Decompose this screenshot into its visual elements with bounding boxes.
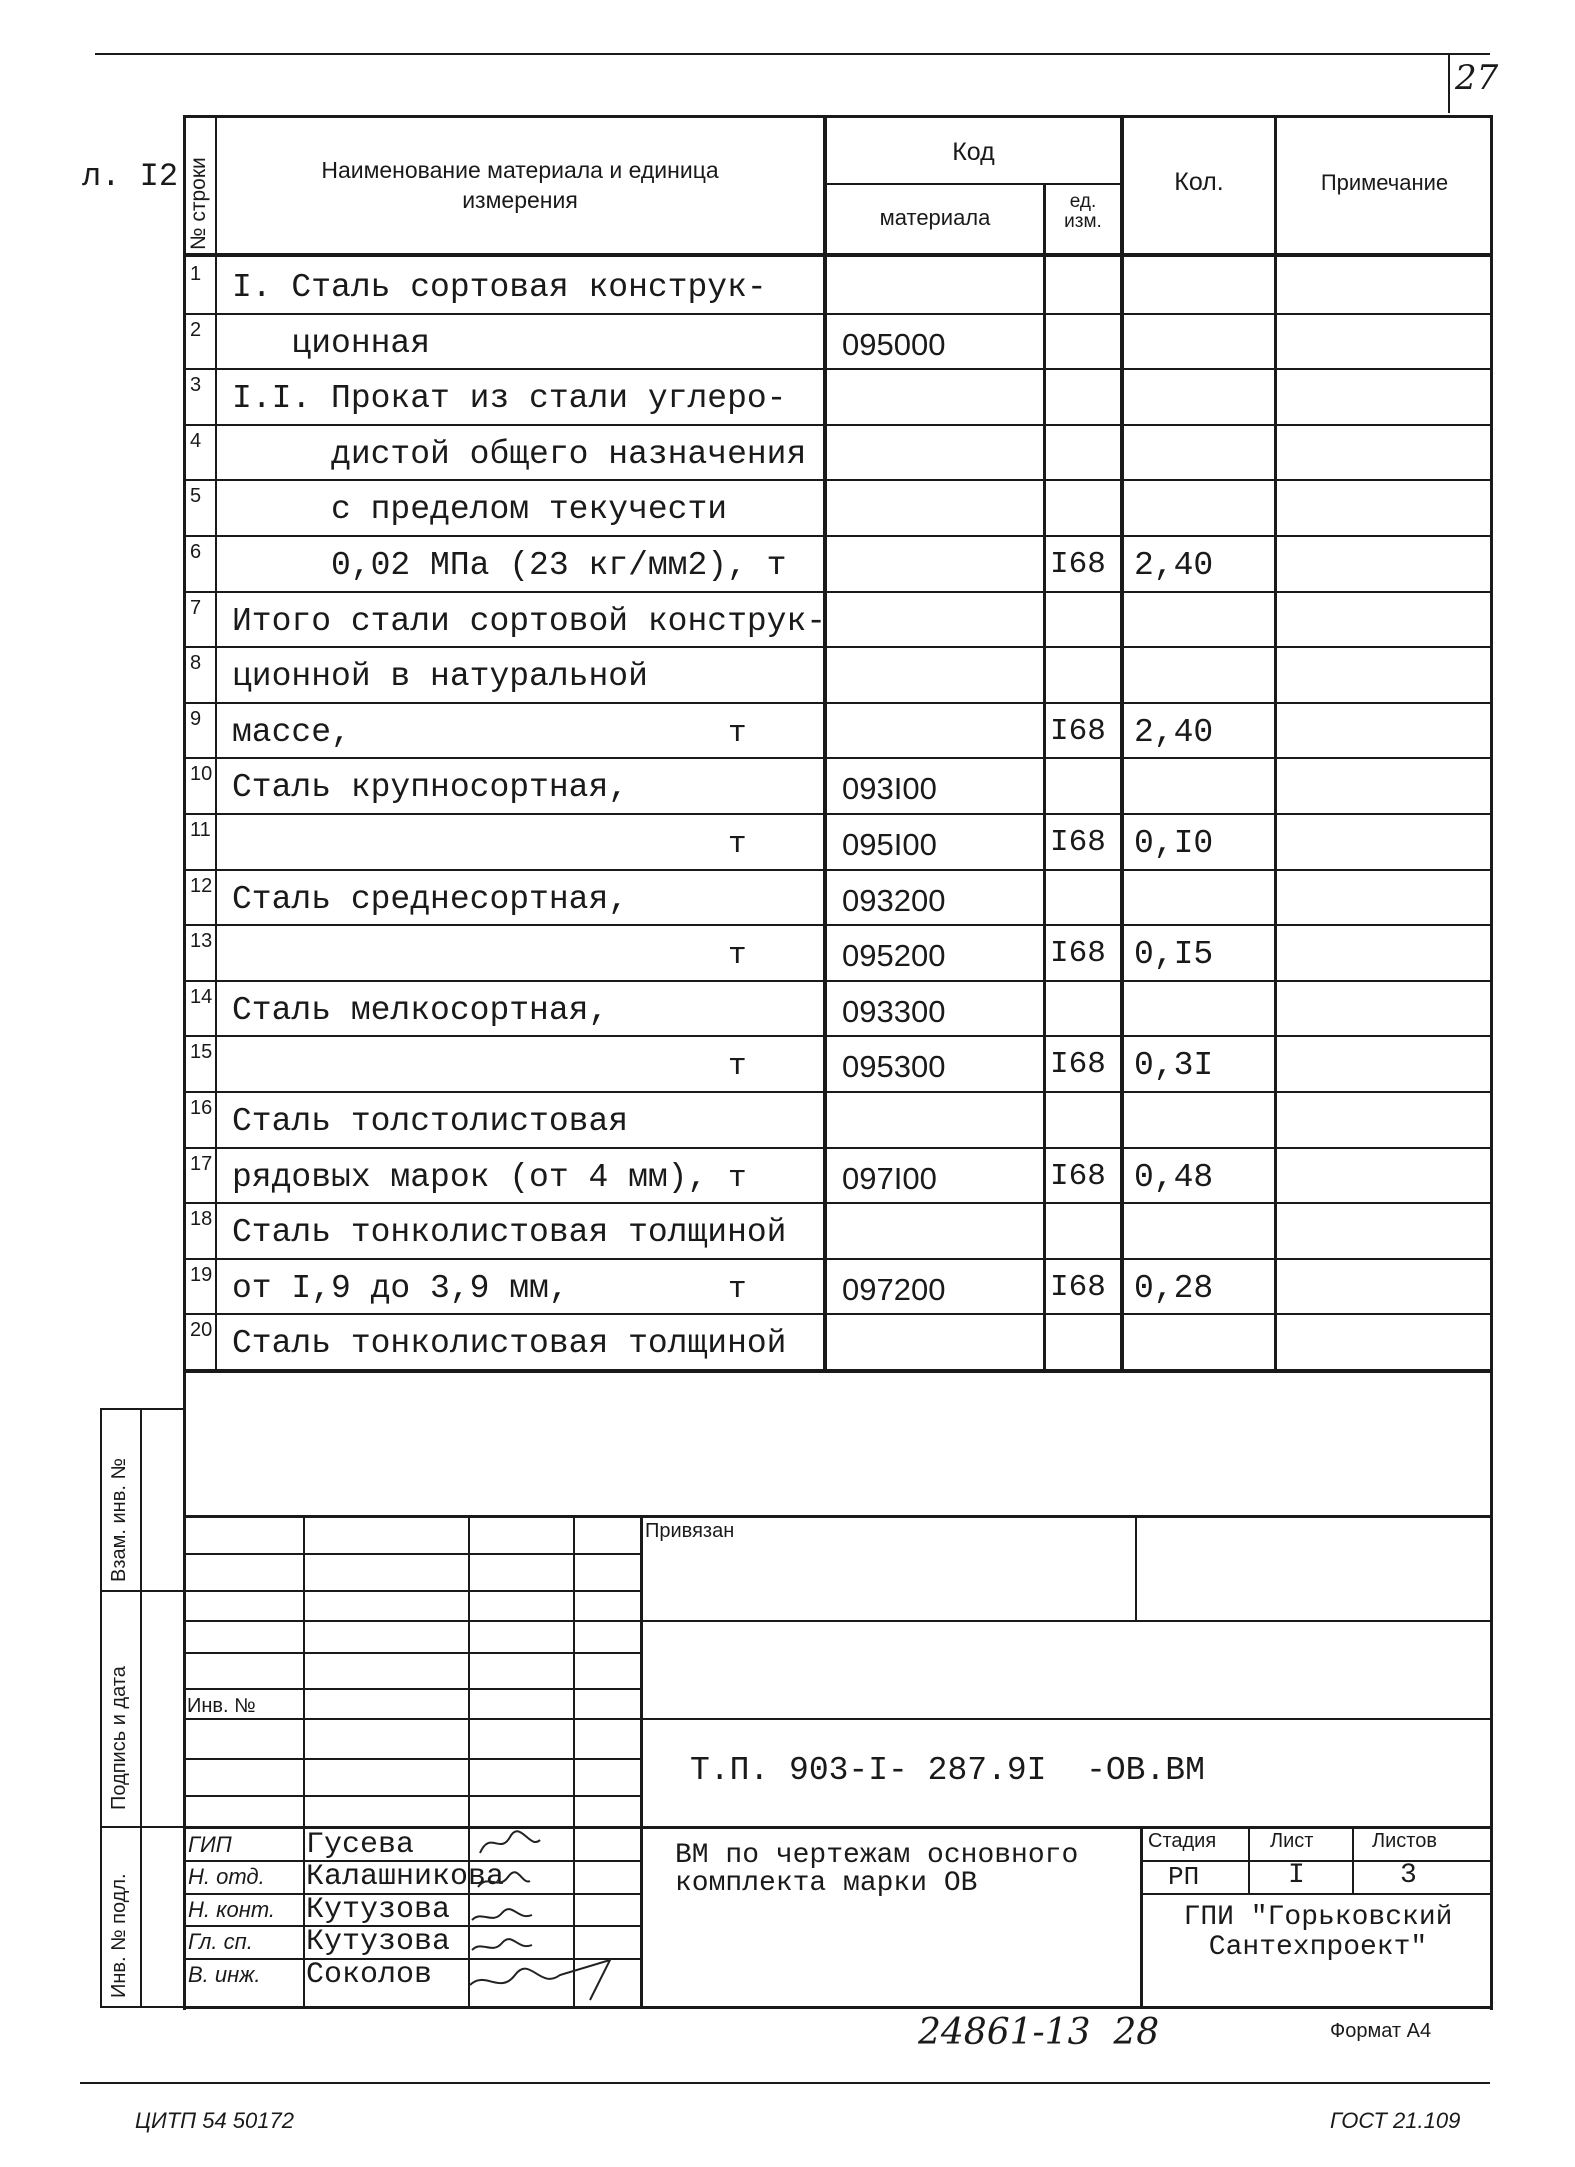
privyazan-label: Привязан bbox=[645, 1520, 735, 1542]
row-material-code: 095200 bbox=[842, 938, 946, 973]
row-separator bbox=[183, 869, 1493, 871]
row-quantity: 0,48 bbox=[1134, 1159, 1214, 1196]
row-name: с пределом текучести bbox=[232, 491, 728, 528]
signatory-role: Н. конт. bbox=[188, 1897, 276, 1922]
row-number: 16 bbox=[190, 1097, 213, 1119]
row-name: Сталь среднесортная, bbox=[232, 881, 629, 918]
row-quantity: 0,28 bbox=[1134, 1270, 1214, 1307]
row-name: 0,02 МПа (23 кг/мм2), т bbox=[232, 547, 787, 584]
row-separator bbox=[183, 646, 1493, 648]
row-separator bbox=[183, 980, 1493, 982]
row-separator bbox=[183, 924, 1493, 926]
row-separator bbox=[183, 813, 1493, 815]
row-number: 11 bbox=[190, 819, 211, 841]
row-number: 10 bbox=[190, 763, 213, 785]
bottom-border bbox=[80, 2082, 1490, 2084]
row-unit-code: I68 bbox=[1050, 1270, 1106, 1305]
header-code-material: материала bbox=[879, 205, 991, 230]
row-unit-code: I68 bbox=[1050, 547, 1106, 582]
row-number: 1 bbox=[190, 263, 202, 285]
row-name: от I,9 до 3,9 мм, bbox=[232, 1270, 569, 1307]
header-code: Код bbox=[952, 138, 995, 166]
row-material-code: 093I00 bbox=[842, 771, 937, 806]
row-material-code: 095300 bbox=[842, 1049, 946, 1084]
row-separator bbox=[183, 535, 1493, 537]
stage-label: Стадия bbox=[1148, 1830, 1217, 1852]
signatory-role: Н. отд. bbox=[188, 1864, 265, 1889]
row-number: 3 bbox=[190, 374, 202, 396]
row-number: 4 bbox=[190, 430, 202, 452]
row-number: 15 bbox=[190, 1041, 213, 1063]
organization: ГПИ "Горьковский Сантехпроект" bbox=[1183, 1902, 1453, 1963]
row-name: Сталь мелкосортная, bbox=[232, 992, 609, 1029]
row-separator bbox=[183, 1369, 1493, 1373]
row-number: 12 bbox=[190, 875, 213, 897]
row-number: 13 bbox=[190, 930, 213, 952]
signatory-role: В. инж. bbox=[188, 1962, 261, 1987]
format-label: Формат А4 bbox=[1330, 2020, 1432, 2042]
row-separator bbox=[183, 1147, 1493, 1149]
handwritten-number: 24861-13 28 bbox=[918, 2012, 1160, 2053]
row-unit-code: I68 bbox=[1050, 825, 1106, 860]
row-separator bbox=[183, 424, 1493, 426]
row-number: 19 bbox=[190, 1264, 213, 1286]
row-name: Сталь крупносортная, bbox=[232, 769, 629, 806]
row-number: 14 bbox=[190, 986, 213, 1008]
row-number: 20 bbox=[190, 1319, 213, 1341]
page-number: 27 bbox=[1455, 58, 1499, 98]
row-separator bbox=[183, 1313, 1493, 1315]
description: ВМ по чертежам основного комплекта марки ОВ bbox=[675, 1840, 1079, 1899]
row-material-code: 095000 bbox=[842, 327, 946, 362]
signatory-name: Соколов bbox=[306, 1958, 433, 1992]
row-number: 8 bbox=[190, 652, 202, 674]
row-name: массе, bbox=[232, 714, 351, 751]
signatory-name: Гусева bbox=[306, 1828, 415, 1862]
row-material-code: 097I00 bbox=[842, 1161, 937, 1196]
row-unit-code: I68 bbox=[1050, 936, 1106, 971]
stage-value: РП bbox=[1168, 1862, 1200, 1892]
row-name: I. Сталь сортовая конструк- bbox=[232, 269, 767, 306]
row-number: 5 bbox=[190, 485, 202, 507]
row-t-unit: т bbox=[728, 938, 747, 973]
stamp-podpis-data: Подпись и дата bbox=[108, 1666, 130, 1810]
row-name: Сталь тонколистовая толщиной bbox=[232, 1325, 787, 1362]
row-separator bbox=[183, 1091, 1493, 1093]
row-separator bbox=[183, 1258, 1493, 1260]
row-name: Сталь толстолистовая bbox=[232, 1103, 629, 1140]
row-name: рядовых марок (от 4 мм), bbox=[232, 1159, 708, 1196]
row-separator bbox=[183, 702, 1493, 704]
document-code: Т.П. 903-I- 287.9I -ОВ.ВМ bbox=[690, 1752, 1205, 1789]
row-material-code: 093200 bbox=[842, 883, 946, 918]
sheets-value: 3 bbox=[1400, 1860, 1417, 1891]
stamp-vzam-inv: Взам. инв. № bbox=[108, 1458, 130, 1582]
signatory-role: ГИП bbox=[188, 1832, 232, 1857]
row-name: ционная bbox=[232, 325, 431, 362]
header-row-number: № строки bbox=[187, 157, 210, 250]
header-name: Наименование материала и единица измерения bbox=[321, 157, 719, 213]
row-number: 6 bbox=[190, 541, 202, 563]
row-number: 2 bbox=[190, 319, 202, 341]
row-material-code: 095I00 bbox=[842, 827, 937, 862]
row-quantity: 0,3I bbox=[1134, 1047, 1214, 1084]
row-separator bbox=[183, 591, 1493, 593]
header-note: Примечание bbox=[1320, 170, 1449, 195]
row-t-unit: т bbox=[728, 716, 747, 751]
top-border bbox=[95, 53, 1490, 55]
signatory-role: Гл. сп. bbox=[188, 1929, 253, 1954]
row-unit-code: I68 bbox=[1050, 1047, 1106, 1082]
row-quantity: 0,I0 bbox=[1134, 825, 1214, 862]
header-quantity: Кол. bbox=[1174, 168, 1224, 196]
footer-right: ГОСТ 21.109 bbox=[1330, 2108, 1461, 2133]
row-separator bbox=[183, 368, 1493, 370]
row-quantity: 0,I5 bbox=[1134, 936, 1214, 973]
row-name: Сталь тонколистовая толщиной bbox=[232, 1214, 787, 1251]
row-number: 17 bbox=[190, 1153, 213, 1175]
row-separator bbox=[183, 1202, 1493, 1204]
row-separator bbox=[183, 479, 1493, 481]
row-name: дистой общего назначения bbox=[232, 436, 807, 473]
row-name: ционной в натуральной bbox=[232, 658, 648, 695]
row-t-unit: т bbox=[728, 1272, 747, 1307]
sheet-reference: л. I2 bbox=[82, 158, 179, 195]
row-quantity: 2,40 bbox=[1134, 547, 1214, 584]
signatory-name: Кутузова bbox=[306, 1925, 451, 1959]
row-t-unit: т bbox=[728, 1161, 747, 1196]
row-number: 9 bbox=[190, 708, 202, 730]
header-code-unit: ед. изм. bbox=[1064, 191, 1102, 232]
row-name: Итого стали сортовой конструк- bbox=[232, 603, 827, 640]
row-name: I.I. Прокат из стали углеро- bbox=[232, 380, 787, 417]
inv-no-label: Инв. № bbox=[187, 1695, 256, 1717]
row-separator bbox=[183, 757, 1493, 759]
footer-left: ЦИТП 54 50172 bbox=[135, 2108, 294, 2133]
row-number: 18 bbox=[190, 1208, 213, 1230]
signature-marks bbox=[460, 1825, 640, 2010]
row-unit-code: I68 bbox=[1050, 1159, 1106, 1194]
row-t-unit: т bbox=[728, 1049, 747, 1084]
sheets-label: Листов bbox=[1372, 1830, 1437, 1852]
row-t-unit: т bbox=[728, 827, 747, 862]
row-separator bbox=[183, 1035, 1493, 1037]
row-quantity: 2,40 bbox=[1134, 714, 1214, 751]
row-number: 7 bbox=[190, 597, 202, 619]
row-material-code: 093300 bbox=[842, 994, 946, 1029]
signatory-name: Кутузова bbox=[306, 1893, 451, 1927]
page-number-box-left bbox=[1448, 55, 1450, 113]
row-separator bbox=[183, 313, 1493, 315]
row-unit-code: I68 bbox=[1050, 714, 1106, 749]
sheet-label: Лист bbox=[1270, 1830, 1314, 1852]
signatory-name: Калашникова bbox=[306, 1860, 505, 1894]
row-material-code: 097200 bbox=[842, 1272, 946, 1307]
sheet-value: I bbox=[1288, 1860, 1305, 1891]
stamp-inv-podl: Инв. № подл. bbox=[108, 1873, 130, 1998]
